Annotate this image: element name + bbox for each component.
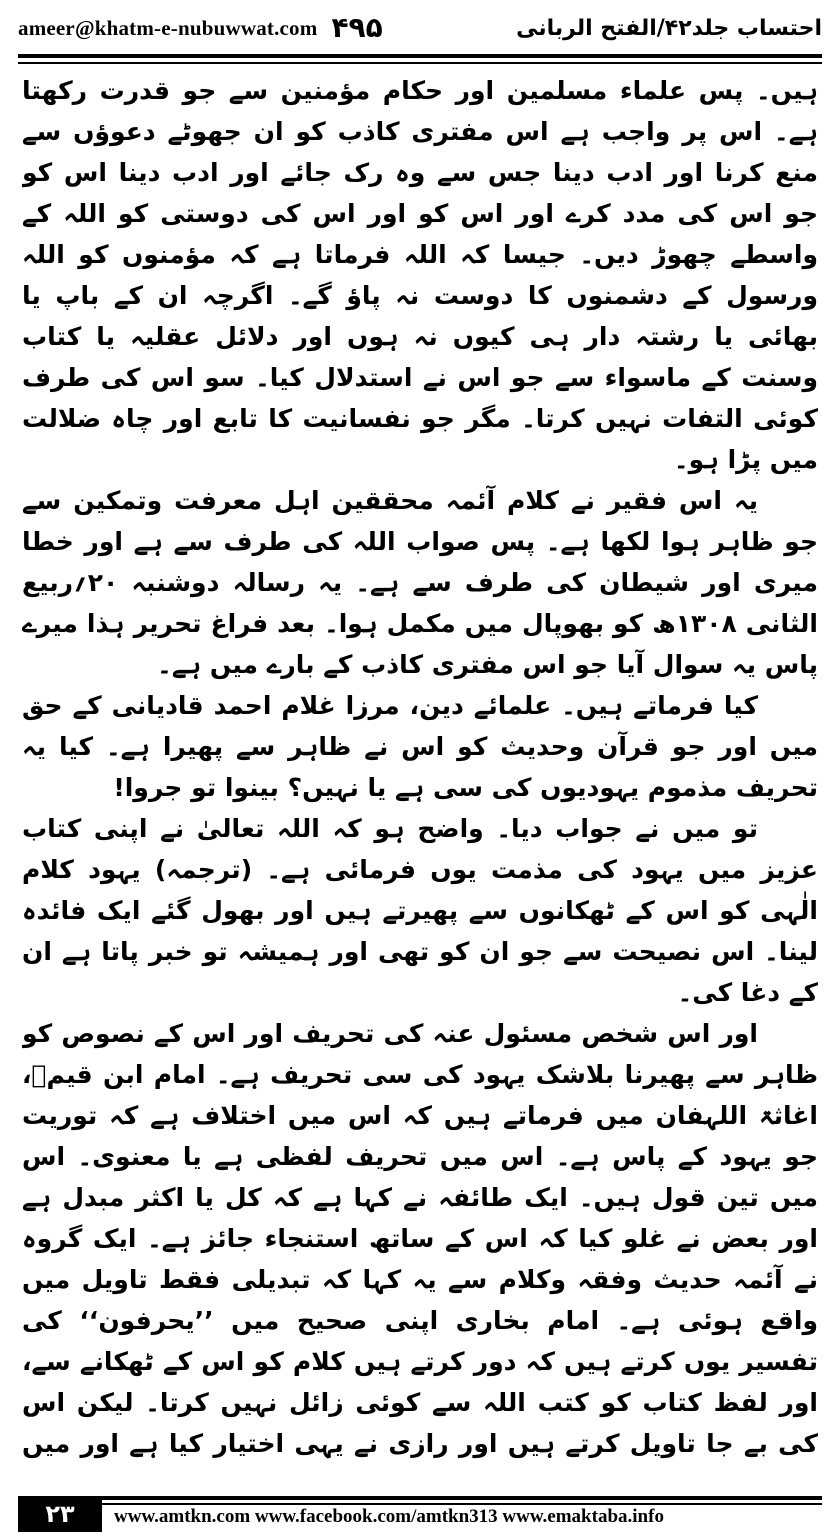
- body-text: [22, 70, 818, 1460]
- paragraph-3: کیا فرماتے ہیں۔ علمائے دین، مرزا غلام احمد قادیانی کے حق میں اور جو قرآن وحدیث کو اس نے ظاہر سے پھیرا ہے۔ کیا یہ تحریف مذموم یہودیوں کی سی ہے یا نہیں؟ بینوا تو جروا!: [22, 691, 818, 802]
- paragraph-5: اور اس شخص مسئول عنہ کی تحریف اور اس کے نصوص کو ظاہر سے پھیرنا بلاشک یہود کی سی تحریف ہے۔ امام ابن قیمؒ، اغاثۃ اللہفان میں فرماتے ہیں کہ اس میں اختلاف ہے کہ توریت جو یہود کے پاس ہے۔ اس میں تحریف لفظی ہے یا معنوی۔ اس میں تین قول ہیں۔ ایک طائفہ نے کہا ہے کہ کل یا اکثر مبدل ہے اور بعض نے غلو کیا کہ اس کے ساتھ استنجاء جائز ہے۔ ایک گروہ نے آئمہ حدیث وفقہ وکلام سے یہ کہا کہ تبدیلی فقط تاویل میں واقع ہوئی ہے۔ امام بخاری اپنی صحیح میں ’’یحرفون‘‘ کی تفسیر یوں کرتے ہیں کہ دور کرتے ہیں کلام کو اس کے ٹھکانے سے، اور لفظ کتاب کو کتب اللہ سے کوئی زائل نہیں کرتا۔ لیکن اس کی بے جا تاویل کرتے ہیں اور رازی نے یہی اختیار کیا ہے اور میں: [22, 1019, 818, 1458]
- header-rule-thin: [18, 62, 822, 64]
- paragraph-1: ہیں۔ پس علماء مسلمین اور حکام مؤمنین سے جو قدرت رکھتا ہے۔ اس پر واجب ہے اس مفتری کاذب کو ان جھوٹے دعوؤں سے منع کرنا اور ادب دینا جس سے وہ رک جائے اور ادب دینا اس کو جو اس کی مدد کرے اور اس کو اور اس کی دوستی کو اللہ کے واسطے چھوڑ دیں۔ جیسا کہ اللہ فرماتا ہے کہ مؤمنوں کو اللہ ورسول کے دشمنوں کا دوست نہ پاؤ گے۔ اگرچہ ان کے باپ یا بھائی یا رشتہ دار ہی کیوں نہ ہوں اور دلائل عقلیہ یا کتاب وسنت کے ماسواء سے جو اس نے استدلال کیا۔ سو اس کی طرف کوئی التفات نہیں کرتا۔ مگر جو نفسانیت کا تابع اور چاہ ضلالت میں پڑا ہو۔: [22, 76, 818, 474]
- section-number: ۲۳: [45, 1500, 75, 1528]
- book-title: احتساب جلد۴۲/الفتح الربانی: [516, 15, 822, 41]
- page-number: ۴۹۵: [331, 11, 383, 44]
- footer-urls: www.amtkn.com www.facebook.com/amtkn313 www.emaktaba.info: [114, 1506, 664, 1527]
- page-footer: [18, 1492, 822, 1536]
- section-number-box: [18, 1496, 102, 1532]
- paragraph-4: تو میں نے جواب دیا۔ واضح ہو کہ اللہ تعالیٰ نے اپنی کتاب عزیز میں یہود کی مذمت یوں فرمائی ہے۔ (ترجمہ) یہود کلام الٰہی کو اس کے ٹھکانوں سے پھیرتے ہیں اور بھول گئے ایک فائدہ لینا۔ اس نصیحت سے جو ان کو تھی اور ہمیشہ تو خبر پاتا ہے ان کے دغا کی۔: [22, 814, 818, 1007]
- header-left-group: [18, 11, 383, 44]
- footer-rule-thin: [102, 1503, 822, 1505]
- paragraph-2: یہ اس فقیر نے کلام آئمہ محققین اہل معرفت وتمکین سے جو ظاہر ہوا لکھا ہے۔ پس صواب اللہ کی طرف سے ہے اور خطا میری اور شیطان کی طرف سے ہے۔ یہ رسالہ دوشنبہ ۲۰؍ربیع الثانی ۱۳۰۸ھ کو بھوپال میں مکمل ہوا۔ بعد فراغ تحریر ہذا میرے پاس یہ سوال آیا جو اس مفتری کاذب کے بارے میں ہے۔: [22, 486, 818, 679]
- page-header: [18, 8, 822, 48]
- footer-rule-thick: [102, 1496, 822, 1500]
- header-rule-thick: [18, 54, 822, 58]
- header-email: ameer@khatm-e-nubuwwat.com: [18, 15, 318, 40]
